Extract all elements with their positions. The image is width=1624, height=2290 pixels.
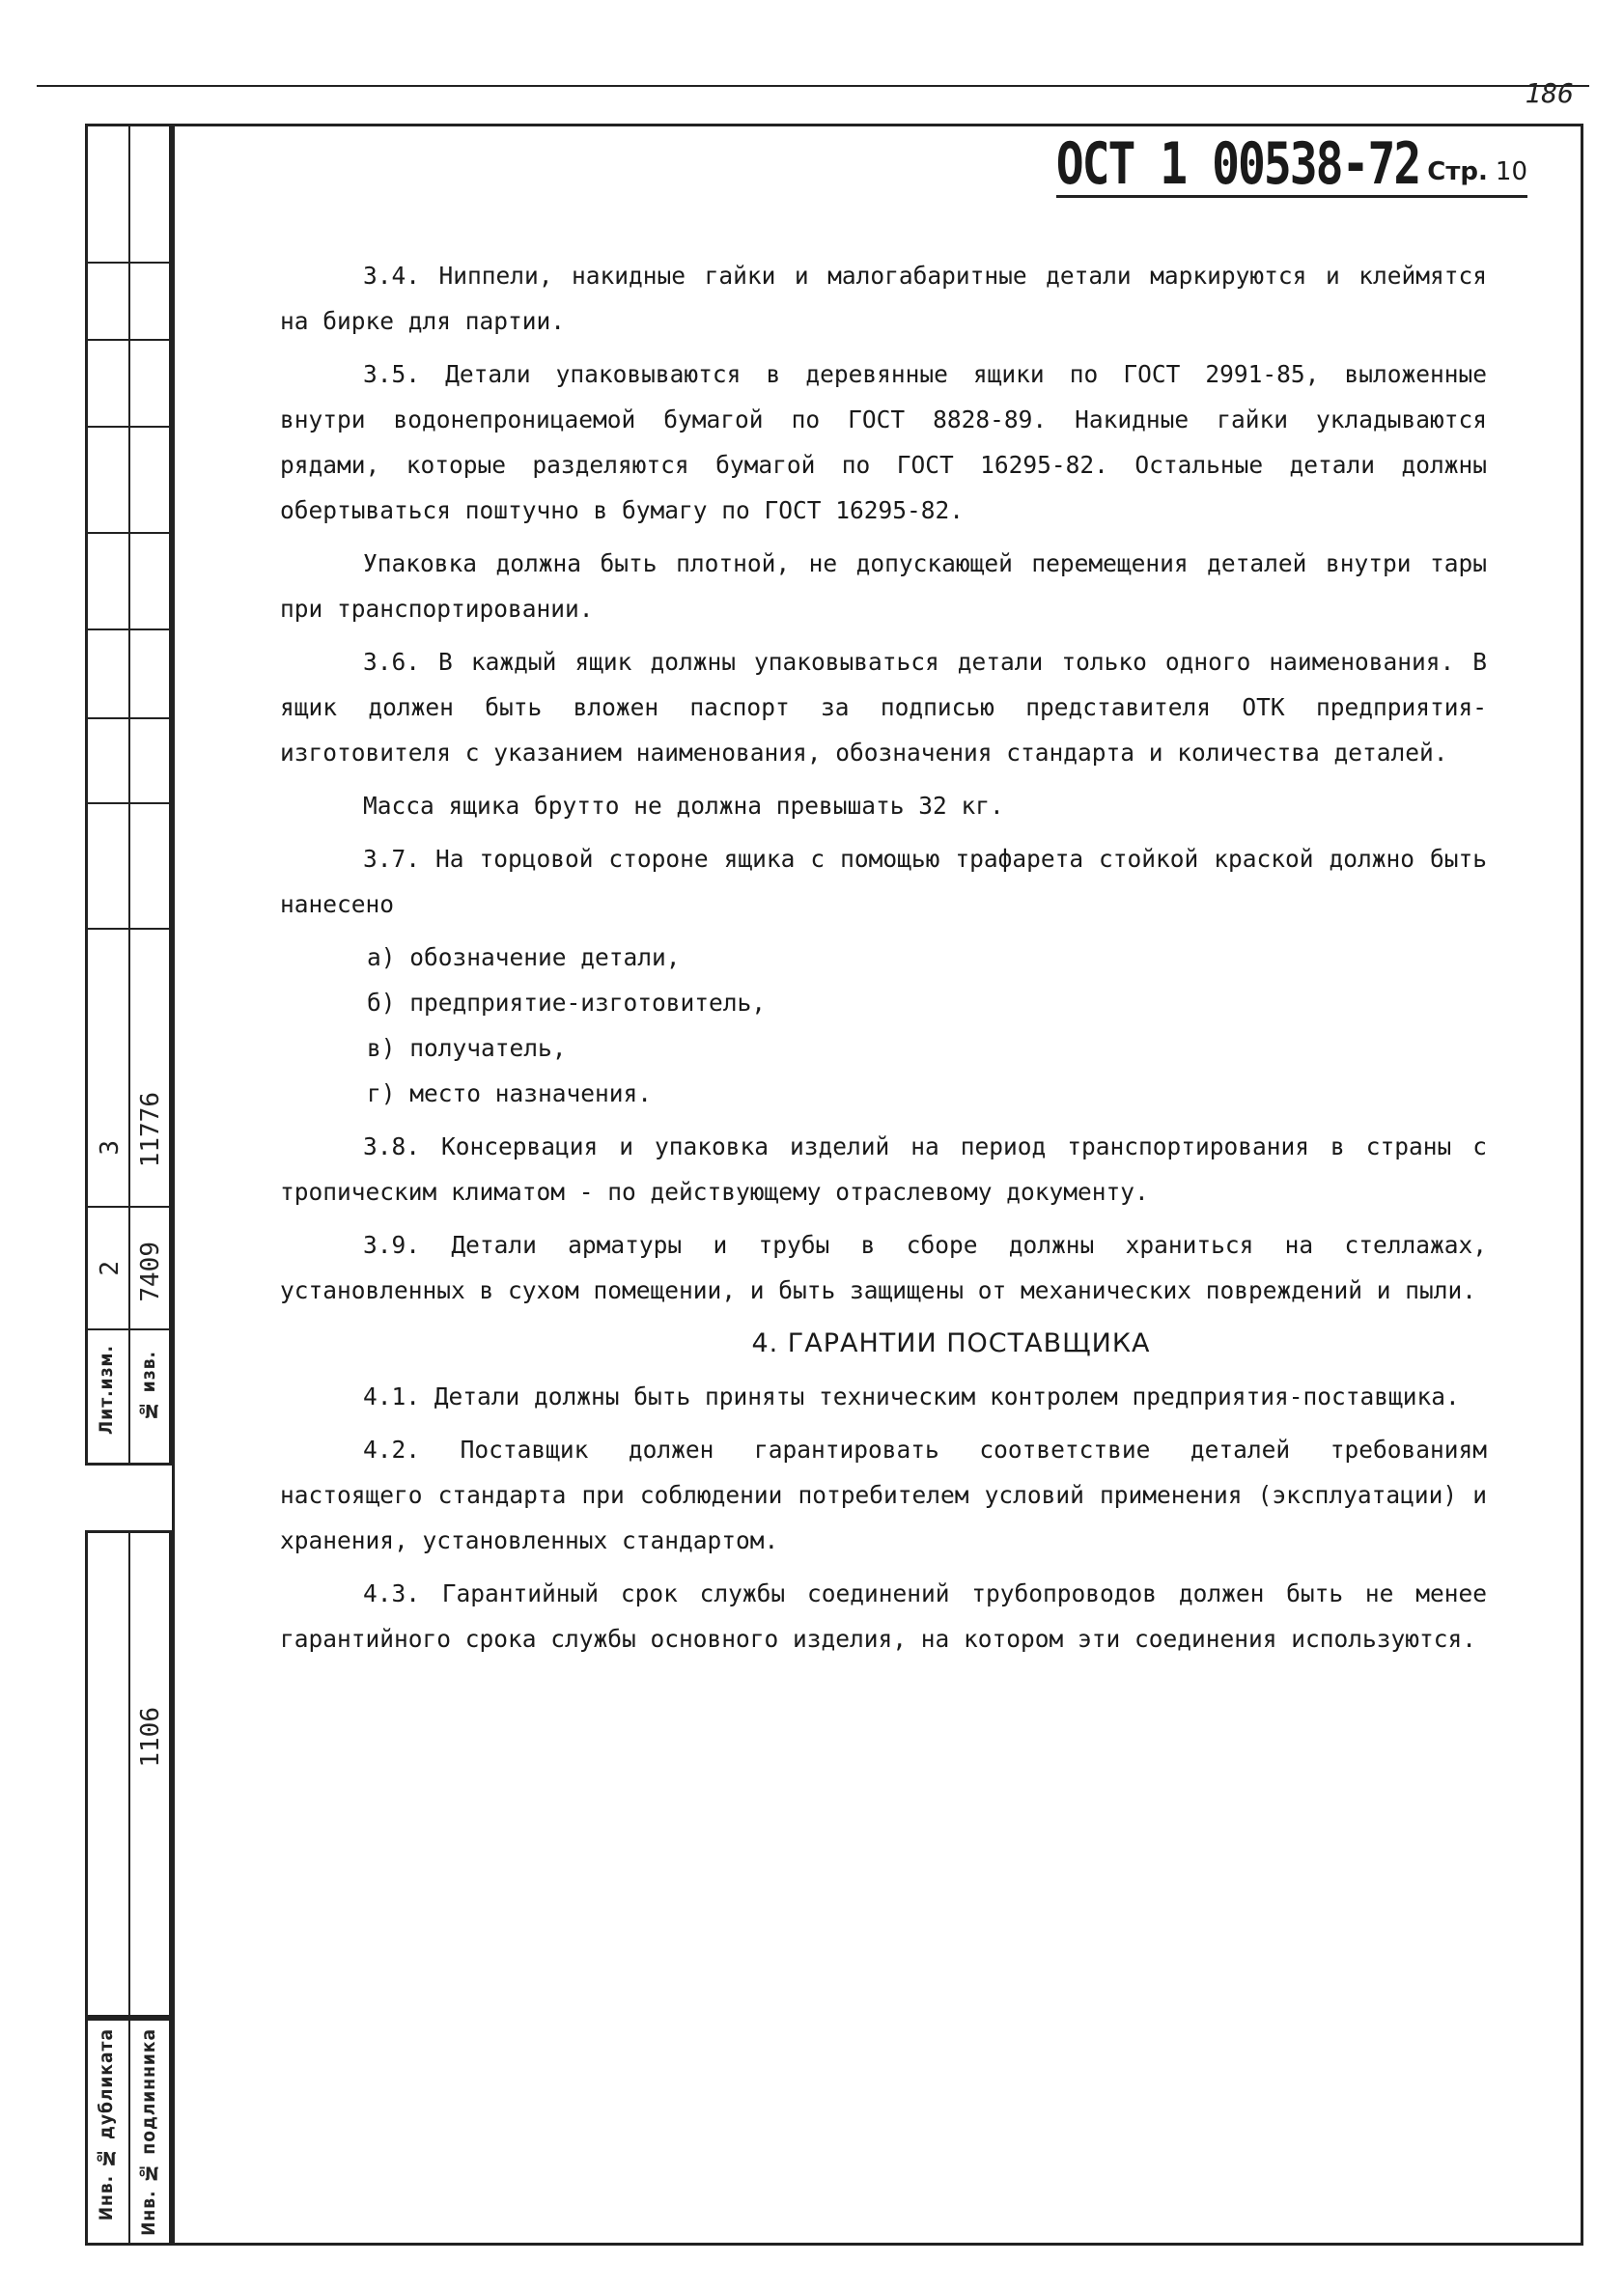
paragraph-3-5: 3.5. Детали упаковываются в деревянные ящики по ГОСТ 2991-85, выложенные внутри водонепроницаемой бумагой по ГОСТ 8828-89. Накидные гайки укладываются рядами, которые разделяются бумагой по ГОСТ 16295-82. Остальные детали должны обертываться поштучно в бумагу по ГОСТ 16295-82. bbox=[280, 360, 1487, 524]
paragraph-3-7: 3.7. На торцовой стороне ящика с помощью трафарета стойкой краской должно быть нанесено bbox=[280, 845, 1487, 918]
label-lit-izm: Лит.изм. bbox=[96, 1345, 117, 1435]
list-item: в) получатель, bbox=[367, 1034, 567, 1062]
notice-number: 11776 bbox=[136, 1092, 165, 1168]
inventory-value: 1106 bbox=[136, 1707, 165, 1768]
paragraph-4-2: 4.2. Поставщик должен гарантировать соответствие деталей требованиям настоящего стандарта при соблюдении потребителем условий применения (эксплуатации) и хранения, установленных стандартом. bbox=[280, 1436, 1487, 1554]
paragraph-3-9: 3.9. Детали арматуры и трубы в сборе должны храниться на стеллажах, установленных в сухом помещении, и быть защищены от механических повреждений и пыли. bbox=[280, 1231, 1487, 1304]
label-inv-duplicate: Инв. № дубликата bbox=[96, 2028, 117, 2221]
paragraph-4-1: 4.1. Детали должны быть приняты техническим контролем предприятия-поставщика. bbox=[363, 1382, 1460, 1410]
section-4-title: 4. ГАРАНТИИ ПОСТАВЩИКА bbox=[751, 1328, 1151, 1358]
paragraph-3-6-mass: Масса ящика брутто не должна превышать 32 кг. bbox=[363, 792, 1004, 820]
page-label: Стр. bbox=[1427, 157, 1488, 186]
document-code: ОСТ 1 00538-72 bbox=[1055, 130, 1420, 198]
label-no-izv: № изв. bbox=[138, 1351, 159, 1422]
list-item: г) место назначения. bbox=[367, 1079, 653, 1107]
side-strip-upper bbox=[85, 124, 172, 1466]
label-inv-original: Инв. № подлинника bbox=[138, 2028, 159, 2236]
page-value: 10 bbox=[1495, 157, 1527, 186]
document-body bbox=[280, 253, 1487, 1669]
top-rule bbox=[37, 85, 1589, 87]
paragraph-4-3: 4.3. Гарантийный срок службы соединений трубопроводов должен быть не менее гарантийного срока службы основного изделия, на котором эти соединения используются. bbox=[280, 1579, 1487, 1653]
list-item: б) предприятие-изготовитель, bbox=[367, 989, 767, 1017]
notice-number-2: 7409 bbox=[136, 1242, 165, 1302]
side-strip-lower bbox=[85, 2018, 172, 2246]
paragraph-3-8: 3.8. Консервация и упаковка изделий на период транспортирования в страны с тропическим климатом - по действующему отраслевому документу. bbox=[280, 1132, 1487, 1206]
paragraph-3-4: 3.4. Ниппели, накидные гайки и малогабаритные детали маркируются и клеймятся на бирке для партии. bbox=[280, 262, 1487, 335]
side-strip-middle bbox=[85, 1530, 172, 2018]
document-header bbox=[1055, 130, 1527, 198]
change-number-2: 2 bbox=[96, 1261, 125, 1276]
paragraph-3-5-packing: Упаковка должна быть плотной, не допускающей перемещения деталей внутри тары при транспортировании. bbox=[280, 549, 1487, 623]
paragraph-3-6: 3.6. В каждый ящик должны упаковываться детали только одного наименования. В ящик должен быть вложен паспорт за подписью представителя ОТК предприятия-изготовителя с указанием наименования, обозначения стандарта и количества деталей. bbox=[280, 648, 1487, 767]
sheet-number: 186 bbox=[1525, 77, 1574, 109]
list-item: а) обозначение детали, bbox=[367, 943, 681, 971]
change-number: 3 bbox=[96, 1140, 125, 1156]
